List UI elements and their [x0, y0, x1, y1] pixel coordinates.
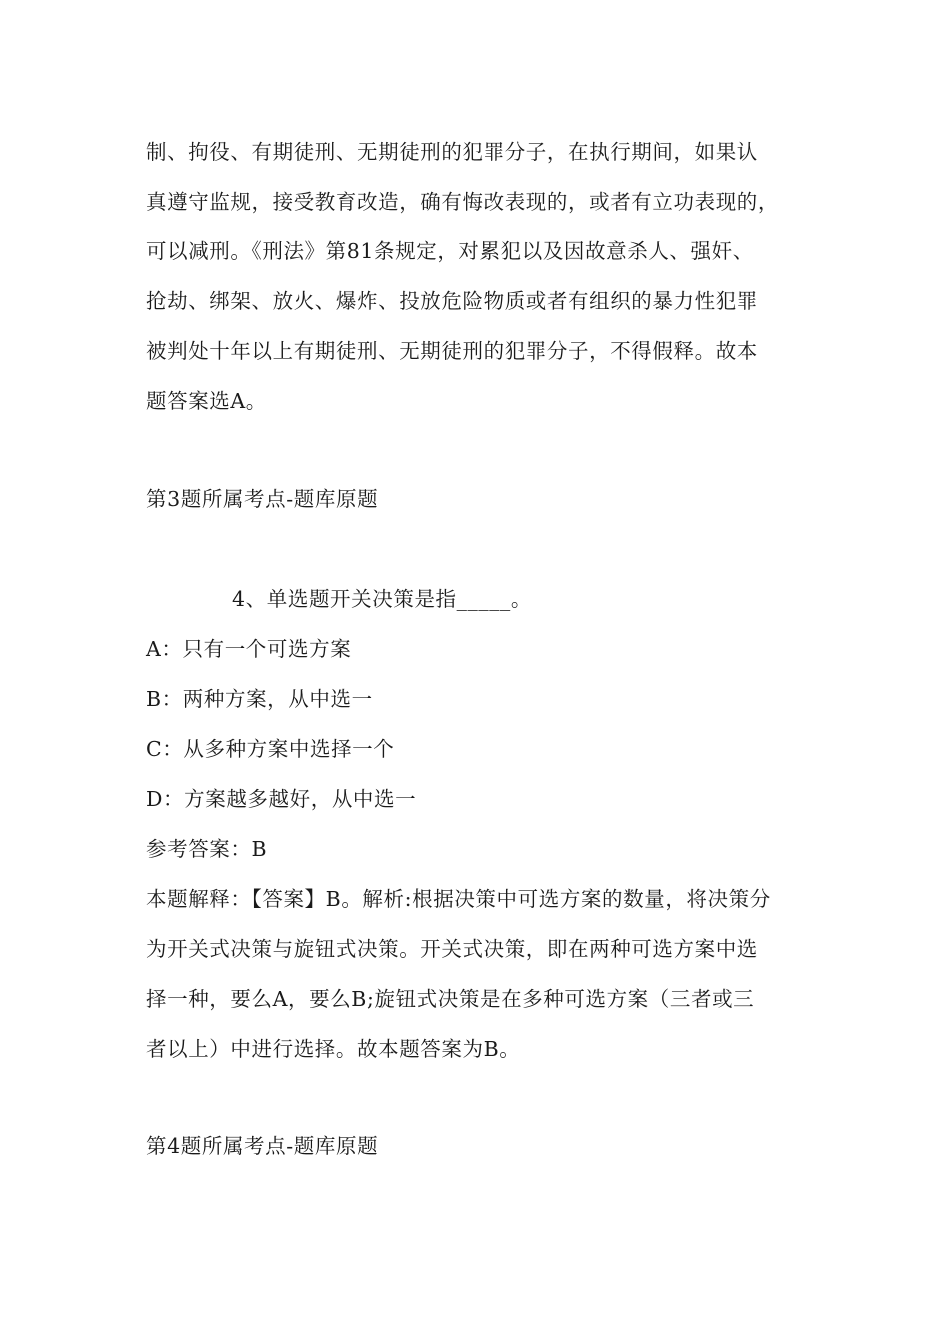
- option-a: A：只有一个可选方案: [146, 637, 352, 661]
- paragraph-line: 被判处十年以上有期徒刑、无期徒刑的犯罪分子，不得假释。故本: [146, 339, 758, 363]
- q4-knowledge-point: 第4题所属考点-题库原题: [146, 1134, 379, 1158]
- paragraph-line: 抢劫、绑架、放火、爆炸、投放危险物质或者有组织的暴力性犯罪: [146, 289, 758, 313]
- question-4-stem: 4、单选题开关决策是指_____。: [232, 587, 532, 611]
- explanation-line: 为开关式决策与旋钮式决策。开关式决策，即在两种可选方案中选: [146, 937, 758, 961]
- explanation-line: 者以上）中进行选择。故本题答案为B。: [146, 1037, 521, 1061]
- option-c: C：从多种方案中选择一个: [146, 737, 395, 761]
- paragraph-line: 题答案选A。: [146, 389, 267, 413]
- option-d: D：方案越多越好，从中选一: [146, 787, 417, 811]
- reference-answer: 参考答案：B: [146, 837, 268, 861]
- paragraph-line: 可以减刑。《刑法》第81条规定，对累犯以及因故意杀人、强奸、: [146, 239, 754, 263]
- explanation-line: 择一种，要么A，要么B;旋钮式决策是在多种可选方案（三者或三: [146, 987, 755, 1011]
- q3-knowledge-point: 第3题所属考点-题库原题: [146, 487, 379, 511]
- paragraph-line: 真遵守监规，接受教育改造，确有悔改表现的，或者有立功表现的，: [146, 190, 779, 214]
- option-b: B：两种方案，从中选一: [146, 687, 373, 711]
- explanation-line: 本题解释：【答案】B。解析:根据决策中可选方案的数量，将决策分: [146, 887, 771, 911]
- paragraph-line: 制、拘役、有期徒刑、无期徒刑的犯罪分子，在执行期间，如果认: [146, 140, 758, 164]
